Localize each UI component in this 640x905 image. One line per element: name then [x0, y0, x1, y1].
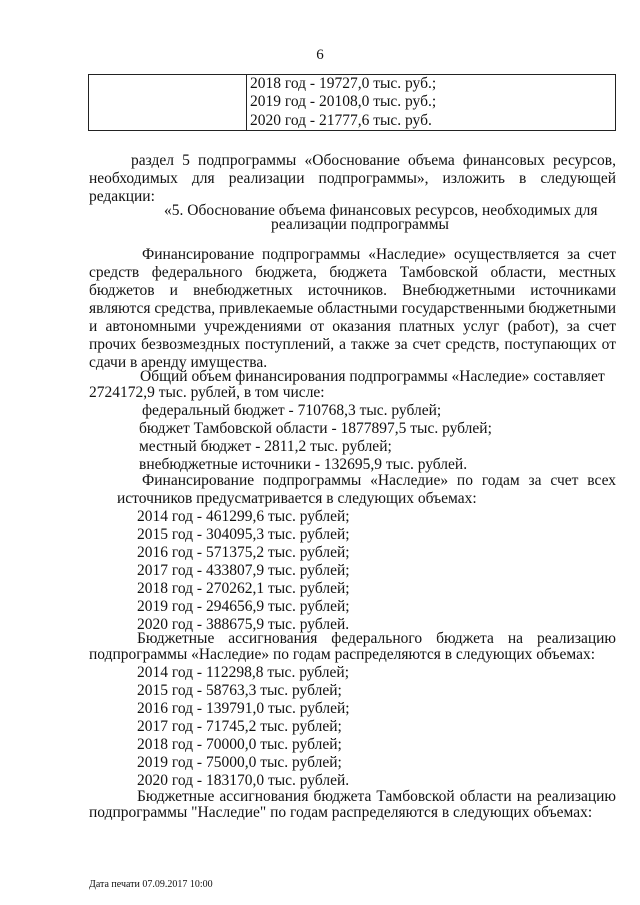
text-line: 2015 год - 58763,3 тыс. рублей; [137, 682, 342, 699]
text-line: бюджетов и внебюджетных источников. Внебюджетными источниками [89, 282, 616, 299]
text-line: 2019 год - 75000,0 тыс. рублей; [137, 754, 342, 771]
table-cell-years [247, 75, 616, 131]
text-line: редакции: [89, 188, 155, 205]
page-number: 6 [316, 47, 324, 63]
text-line: 2018 год - 270262,1 тыс. рублей; [137, 580, 350, 597]
table-line: 2019 год - 20108,0 тыс. руб.; [250, 93, 437, 111]
text-line: являются средства, привлекаемые областными государственными бюджетными [89, 300, 616, 317]
table-line: 2018 год - 19727,0 тыс. руб.; [250, 75, 437, 92]
funding-table [88, 74, 616, 131]
text-line: 2016 год - 139791,0 тыс. рублей; [137, 700, 350, 717]
text-line: 2020 год - 388675,9 тыс. рублей. [137, 616, 350, 633]
section-heading: «5. Обоснование объема финансовых ресурсов, необходимых для [164, 202, 598, 219]
text-line: и автономными учреждениями от оказания платных услуг (работ), за счет [89, 318, 616, 335]
print-date-footer: Дата печати 07.09.2017 10:00 [89, 879, 213, 890]
text-line: раздел 5 подпрограммы «Обоснование объема финансовых ресурсов, [131, 152, 616, 169]
text-line: 2018 год - 70000,0 тыс. рублей; [137, 736, 342, 753]
text-line: Бюджетные ассигнования бюджета Тамбовской области на реализацию [137, 788, 616, 805]
text-line: подпрограммы "Наследие" по годам распределяются в следующих объемах: [89, 804, 593, 821]
text-line: 2016 год - 571375,2 тыс. рублей; [137, 544, 350, 561]
text-line: Бюджетные ассигнования федерального бюджета на реализацию [137, 630, 616, 647]
text-line: внебюджетные источники - 132695,9 тыс. рублей. [139, 456, 468, 473]
text-line: местный бюджет - 2811,2 тыс. рублей; [139, 438, 392, 455]
text-line: бюджет Тамбовской области - 1877897,5 тыс. рублей; [139, 420, 492, 437]
text-line: 2724172,9 тыс. рублей, в том числе: [89, 384, 325, 401]
table-cell-empty [89, 75, 247, 131]
text-line: Финансирование подпрограммы «Наследие» по годам за счет всех [142, 472, 616, 489]
text-line: федеральный бюджет - 710768,3 тыс. рублей; [142, 402, 442, 419]
text-line: 2017 год - 71745,2 тыс. рублей; [137, 718, 342, 735]
table-line: 2020 год - 21777,6 тыс. руб. [250, 111, 432, 129]
text-line: Финансирование подпрограммы «Наследие» осуществляется за счет [142, 246, 616, 263]
section-heading: реализации подпрограммы [271, 216, 449, 233]
text-line: Общий объем финансирования подпрограммы «Наследие» составляет [140, 368, 605, 385]
text-line: 2014 год - 112298,8 тыс. рублей; [137, 664, 349, 681]
text-line: 2015 год - 304095,3 тыс. рублей; [137, 526, 350, 543]
text-line: 2014 год - 461299,6 тыс. рублей; [137, 508, 350, 525]
text-line: сдачи в аренду имущества. [89, 354, 268, 371]
text-line: 2020 год - 183170,0 тыс. рублей. [137, 772, 350, 789]
text-line: источников предусматривается в следующих объемах: [117, 490, 477, 507]
text-line: средств федерального бюджета, бюджета Тамбовской области, местных [89, 264, 616, 281]
text-line: 2017 год - 433807,9 тыс. рублей; [137, 562, 350, 579]
text-line: прочих безвозмездных поступлений, а также за счет средств, поступающих от [89, 336, 616, 353]
text-line: 2019 год - 294656,9 тыс. рублей; [137, 598, 350, 615]
table-row [89, 75, 616, 131]
text-line: необходимых для реализации подпрограммы», изложить в следующей [89, 170, 616, 187]
text-line: подпрограммы «Наследие» по годам распределяются в следующих объемах: [89, 646, 596, 663]
